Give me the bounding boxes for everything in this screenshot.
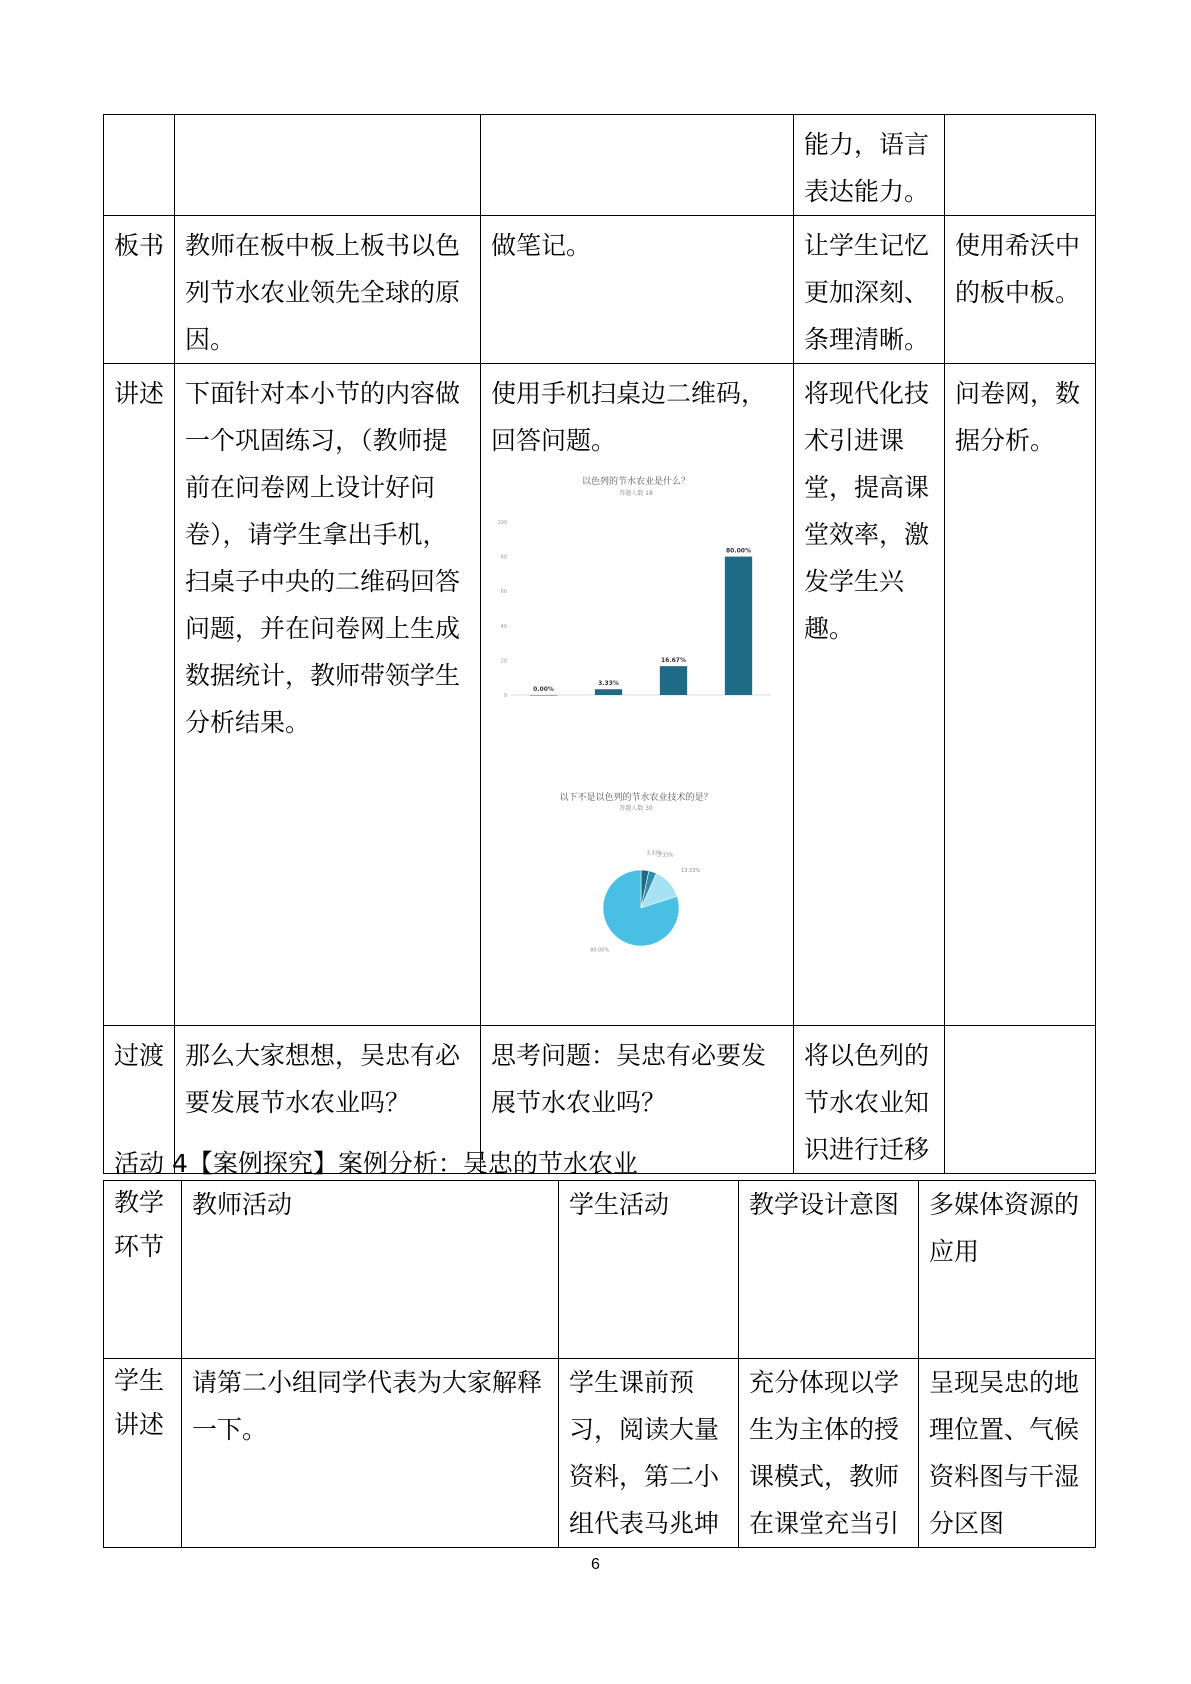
- chart-title: 以色列的节水农业是什么？: [581, 477, 691, 487]
- lesson-table-continued: [103, 114, 1096, 1174]
- pie-data-label: 80.00%: [590, 947, 610, 954]
- y-tick-label: 60: [500, 589, 507, 596]
- teacher-activity-cell: 那么大家想想，吴忠有必要发展节水农业吗？: [175, 1026, 481, 1174]
- bar: [725, 557, 752, 695]
- bar-data-label: 80.00%: [726, 547, 751, 555]
- teacher-activity-cell: 请第二小组同学代表为大家解释一下。: [182, 1359, 559, 1548]
- chart-title: 以下不是以色列的节水农业技术的是？: [559, 793, 713, 803]
- media-cell: 问卷网，数据分析。: [945, 364, 1096, 1026]
- header-stage: 教学环节: [104, 1181, 182, 1359]
- stage-cell: 过渡: [104, 1026, 175, 1174]
- stage-cell: 讲述: [104, 364, 175, 1026]
- pie-chart: [491, 790, 781, 990]
- chart-subtitle: 答题人数 18: [619, 490, 653, 497]
- bar-data-label: 0.00%: [533, 686, 554, 693]
- stage-cell: 学生讲述: [104, 1359, 182, 1548]
- header-media: 多媒体资源的应用: [919, 1181, 1096, 1359]
- student-activity-cell: 思考问题：吴忠有必要发展节水农业吗？: [481, 1026, 794, 1174]
- y-tick-label: 80: [500, 554, 507, 561]
- teacher-activity-cell: 教师在板中板上板书以色列节水农业领先全球的原因。: [175, 216, 481, 364]
- bar-data-label: 16.67%: [661, 657, 686, 665]
- stage-cell: 板书: [104, 216, 175, 364]
- student-activity-cell: 做笔记。: [481, 216, 794, 364]
- student-activity-cell: 学生课前预习，阅读大量资料，第二小组代表马兆坤: [559, 1359, 739, 1548]
- teacher-activity-cell: [175, 115, 481, 216]
- table-header-row: [104, 1181, 1096, 1359]
- table-row: [104, 216, 1096, 364]
- bar-data-label: 3.33%: [598, 680, 619, 688]
- design-intent-cell: 充分体现以学生为主体的授课模式，教师在课堂充当引: [739, 1359, 919, 1548]
- media-cell: [945, 115, 1096, 216]
- design-intent-cell: 将以色列的节水农业知识进行迁移: [794, 1026, 945, 1174]
- design-intent-cell: 能力，语言表达能力。: [794, 115, 945, 216]
- pie-data-label: 13.33%: [681, 867, 701, 874]
- media-cell: 使用希沃中的板中板。: [945, 216, 1096, 364]
- activity-title: 活动 4【案例探究】案例分析：吴忠的节水农业: [114, 1149, 638, 1178]
- page-number: 6: [591, 1556, 600, 1573]
- table-row: [104, 364, 1096, 1026]
- header-teacher: 教师活动: [182, 1181, 559, 1359]
- table-row: [104, 115, 1096, 216]
- teacher-activity-cell: 下面针对本小节的内容做一个巩固练习，（教师提前在问卷网上设计好问卷），请学生拿出手机，扫桌子中央的二维码回答问题，并在问卷网上生成数据统计，教师带领学生分析结果。: [175, 364, 481, 1026]
- pie-data-label: 3.33%: [646, 850, 663, 857]
- media-cell: [945, 1026, 1096, 1174]
- student-activity-cell: [481, 115, 794, 216]
- bar-chart: [491, 470, 781, 720]
- y-tick-label: 20: [500, 658, 507, 665]
- design-intent-cell: 让学生记忆更加深刻、条理清晰。: [794, 216, 945, 364]
- activity4-table: [103, 1180, 1096, 1548]
- student-activity-cell: [481, 364, 794, 1026]
- media-cell: 呈现吴忠的地理位置、气候资料图与干湿分区图: [919, 1359, 1096, 1548]
- y-tick-label: 0: [503, 693, 507, 699]
- y-tick-label: 100: [497, 520, 507, 526]
- header-intent: 教学设计意图: [739, 1181, 919, 1359]
- y-tick-label: 40: [500, 623, 507, 630]
- student-activity-text: 使用手机扫桌边二维码，回答问题。: [491, 379, 767, 455]
- bar: [660, 666, 687, 695]
- header-student: 学生活动: [559, 1181, 739, 1359]
- stage-cell: [104, 115, 175, 216]
- bar: [595, 689, 622, 695]
- table-row: [104, 1359, 1096, 1548]
- pie-data-label: 3.33%: [657, 852, 674, 859]
- bar: [530, 695, 557, 696]
- design-intent-cell: 将现代化技术引进课堂，提高课堂效率，激发学生兴趣。: [794, 364, 945, 1026]
- chart-subtitle: 答题人数 30: [619, 805, 653, 812]
